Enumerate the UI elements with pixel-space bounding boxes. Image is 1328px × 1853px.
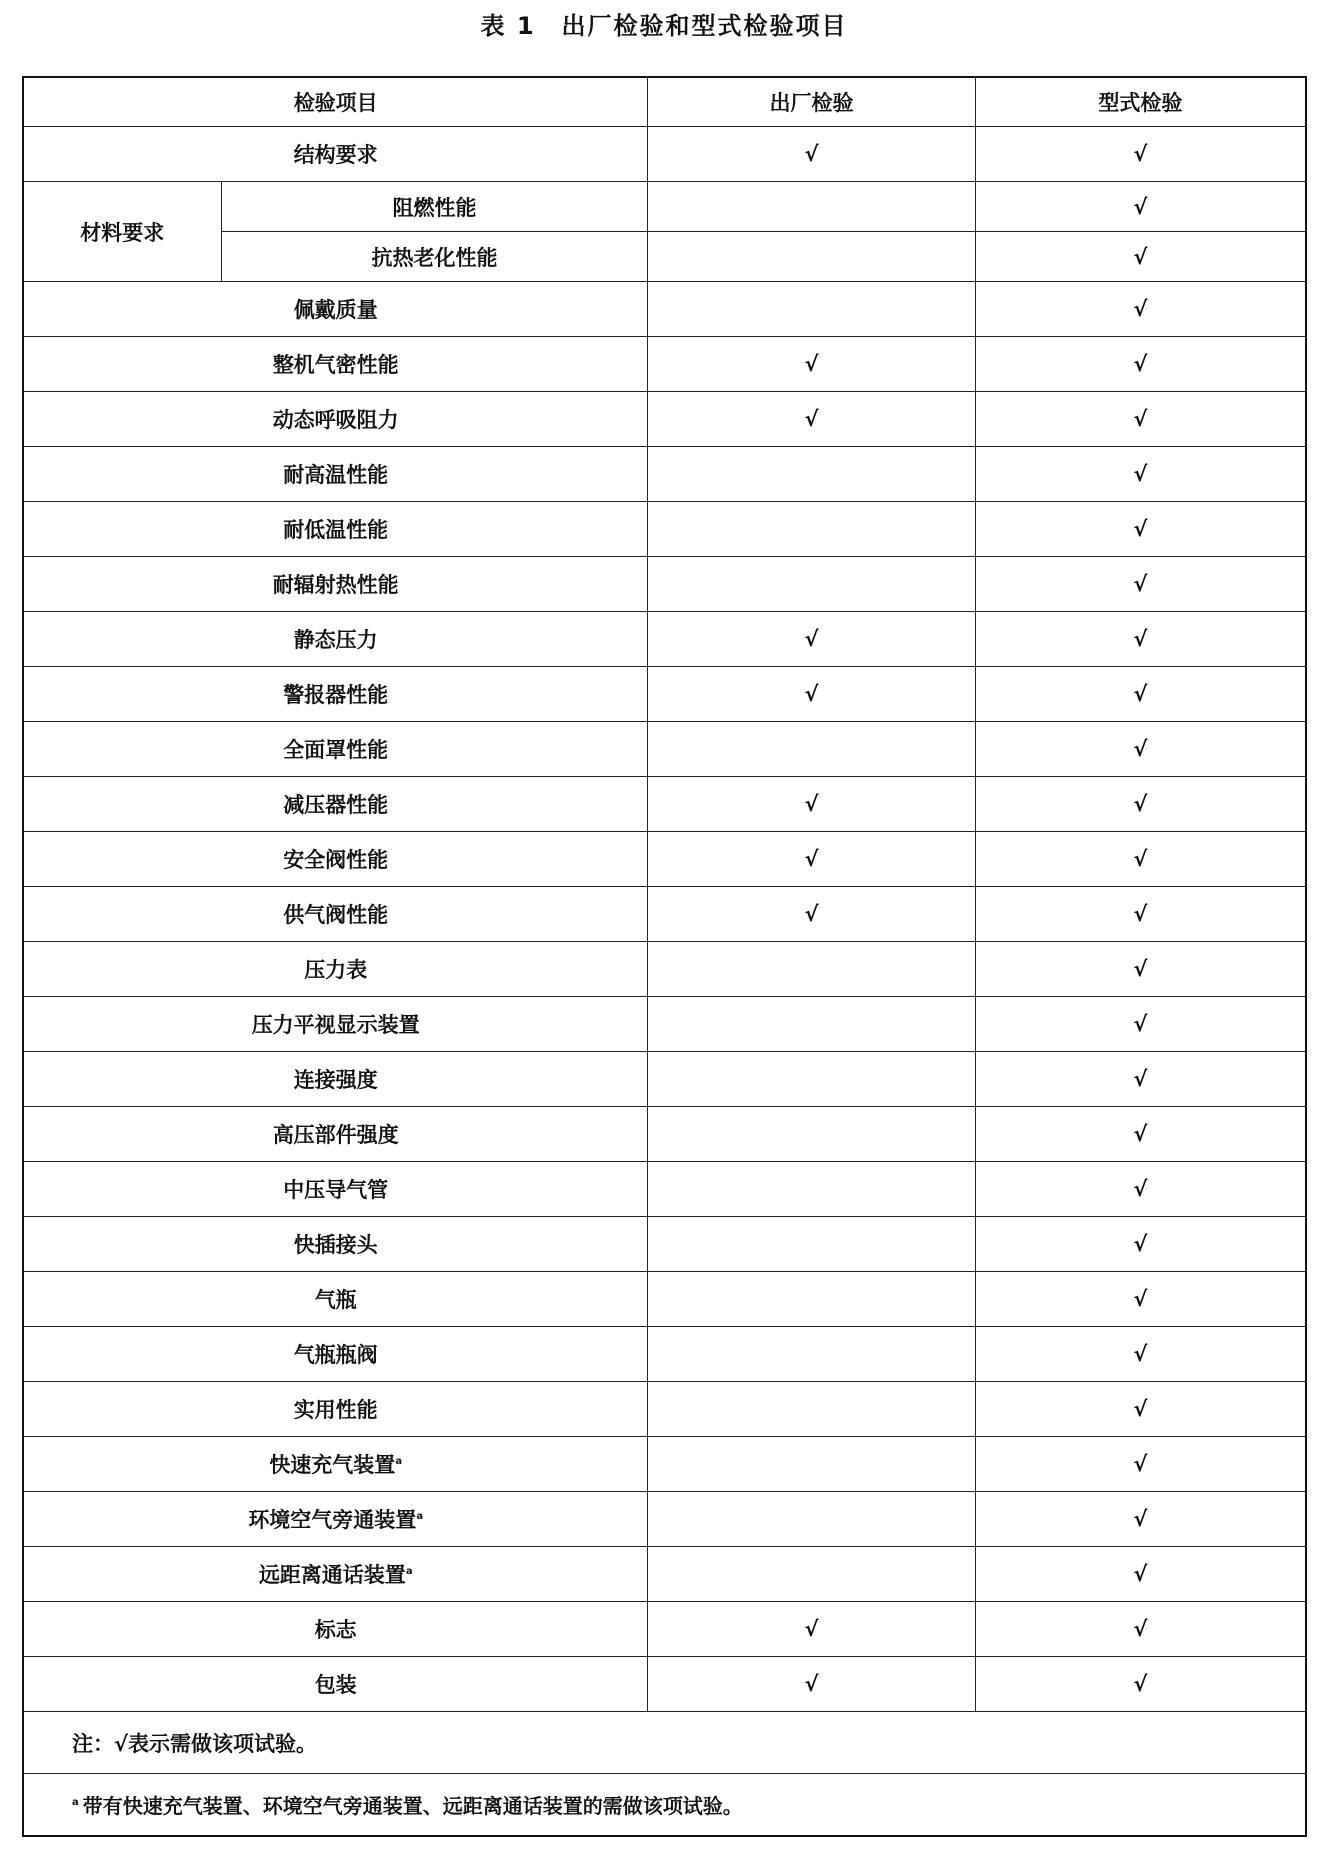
item-label-text: 气瓶 [314, 1288, 357, 1312]
item-label-text: 整机气密性能 [272, 353, 399, 377]
footnote-marker: a [395, 1456, 403, 1467]
item-label-text: 减压器性能 [283, 793, 389, 817]
item-label [23, 1217, 648, 1272]
table-row [23, 1382, 1306, 1437]
table-row [23, 1107, 1306, 1162]
item-label [23, 1547, 648, 1602]
table-row [23, 1162, 1306, 1217]
factory-check [648, 1547, 975, 1602]
item-label-text: 耐辐射热性能 [272, 573, 399, 597]
note-row [23, 1712, 1306, 1774]
factory-check: √ [648, 777, 975, 832]
type-check: √ [975, 1547, 1306, 1602]
type-check: √ [975, 1327, 1306, 1382]
type-check: √ [975, 392, 1306, 447]
table-row [23, 1272, 1306, 1327]
item-label-text: 全面罩性能 [283, 738, 389, 762]
item-label: 抗热老化性能 [221, 232, 648, 282]
item-label [23, 1492, 648, 1547]
table-row [23, 182, 1306, 232]
item-label-text: 压力平视显示装置 [251, 1013, 420, 1037]
factory-check: √ [648, 392, 975, 447]
factory-check [648, 1107, 975, 1162]
item-label-text: 包装 [314, 1673, 357, 1697]
item-label [23, 447, 648, 502]
type-check: √ [975, 942, 1306, 997]
table-row [23, 502, 1306, 557]
item-label [23, 722, 648, 777]
table-row [23, 1657, 1306, 1712]
type-check: √ [975, 282, 1306, 337]
item-label [23, 1272, 648, 1327]
type-check: √ [975, 1162, 1306, 1217]
item-label-text: 耐低温性能 [283, 518, 389, 542]
footnote-marker: a [72, 1797, 79, 1809]
footnote-marker: a [405, 1566, 413, 1577]
factory-check: √ [648, 667, 975, 722]
factory-check: √ [648, 832, 975, 887]
type-check: √ [975, 612, 1306, 667]
item-label-text: 警报器性能 [283, 683, 389, 707]
type-check: √ [975, 997, 1306, 1052]
item-label-text: 耐高温性能 [283, 463, 389, 487]
factory-check [648, 1052, 975, 1107]
table-row [23, 942, 1306, 997]
type-check: √ [975, 887, 1306, 942]
factory-check [648, 182, 975, 232]
item-label [23, 667, 648, 722]
item-label [23, 1602, 648, 1657]
table-row [23, 447, 1306, 502]
item-label-text: 快速充气装置 [269, 1453, 396, 1477]
factory-check [648, 1382, 975, 1437]
table-row [23, 777, 1306, 832]
table-row [23, 337, 1306, 392]
table-row [23, 1217, 1306, 1272]
factory-check [648, 722, 975, 777]
item-label-text: 动态呼吸阻力 [272, 408, 399, 432]
table-row [23, 887, 1306, 942]
table-title-text: 出厂检验和型式检验项目 [561, 12, 848, 40]
factory-check: √ [648, 127, 975, 182]
type-check: √ [975, 1657, 1306, 1712]
item-label-text: 静态压力 [293, 628, 378, 652]
item-label-text: 远距离通话装置 [258, 1563, 406, 1587]
item-label [23, 1107, 648, 1162]
table-row [23, 667, 1306, 722]
item-label-text: 连接强度 [293, 1068, 378, 1092]
factory-check [648, 447, 975, 502]
item-label-text: 供气阀性能 [283, 903, 389, 927]
footnote-marker: a [416, 1511, 424, 1522]
inspection-table [22, 76, 1307, 1837]
table-number: 表 1 [480, 12, 536, 40]
item-label [23, 1052, 648, 1107]
item-label [23, 777, 648, 832]
type-check: √ [975, 1492, 1306, 1547]
table-row [23, 127, 1306, 182]
type-check: √ [975, 722, 1306, 777]
material-group-label: 材料要求 [23, 182, 221, 282]
type-check: √ [975, 1272, 1306, 1327]
item-label-text: 标志 [314, 1618, 357, 1642]
table-row [23, 1327, 1306, 1382]
factory-check [648, 942, 975, 997]
factory-check: √ [648, 1602, 975, 1657]
item-label [23, 832, 648, 887]
footnote-row [23, 1774, 1306, 1836]
item-label [23, 1327, 648, 1382]
factory-check [648, 1327, 975, 1382]
item-label-text: 环境空气旁通装置 [248, 1508, 417, 1532]
item-label [23, 502, 648, 557]
type-check: √ [975, 1052, 1306, 1107]
table-row [23, 722, 1306, 777]
item-label [23, 942, 648, 997]
table-row [23, 997, 1306, 1052]
factory-check [648, 557, 975, 612]
table-body [23, 127, 1306, 1712]
item-label-text: 气瓶瓶阀 [293, 1343, 378, 1367]
factory-check: √ [648, 1657, 975, 1712]
item-label [23, 1162, 648, 1217]
item-label [23, 337, 648, 392]
header-row [23, 77, 1306, 127]
factory-check [648, 232, 975, 282]
factory-check [648, 1492, 975, 1547]
factory-check [648, 1162, 975, 1217]
footnote-a [23, 1774, 1306, 1836]
type-check: √ [975, 1382, 1306, 1437]
type-check: √ [975, 232, 1306, 282]
note-check-meaning: 注：√表示需做该项试验。 [23, 1712, 1306, 1774]
item-label-text: 佩戴质量 [293, 298, 378, 322]
item-label [23, 612, 648, 667]
item-label [23, 1657, 648, 1712]
type-check: √ [975, 1107, 1306, 1162]
item-label-text: 压力表 [304, 958, 368, 982]
item-label-text: 结构要求 [293, 143, 378, 167]
item-label: 阻燃性能 [221, 182, 648, 232]
table-row [23, 282, 1306, 337]
factory-check [648, 997, 975, 1052]
item-label [23, 887, 648, 942]
type-check: √ [975, 447, 1306, 502]
item-label [23, 127, 648, 182]
type-check: √ [975, 502, 1306, 557]
item-label [23, 1437, 648, 1492]
table-row [23, 1547, 1306, 1602]
type-check: √ [975, 777, 1306, 832]
table-row [23, 1052, 1306, 1107]
item-label [23, 282, 648, 337]
type-check: √ [975, 1217, 1306, 1272]
factory-check [648, 502, 975, 557]
factory-check [648, 1272, 975, 1327]
item-label-text: 安全阀性能 [283, 848, 389, 872]
item-label [23, 1382, 648, 1437]
item-label [23, 557, 648, 612]
item-label-text: 中压导气管 [283, 1178, 389, 1202]
header-type: 型式检验 [975, 77, 1306, 127]
factory-check [648, 1217, 975, 1272]
header-item: 检验项目 [23, 77, 648, 127]
type-check: √ [975, 1602, 1306, 1657]
factory-check: √ [648, 612, 975, 667]
table-row [23, 612, 1306, 667]
type-check: √ [975, 557, 1306, 612]
table-row [23, 1437, 1306, 1492]
item-label [23, 392, 648, 447]
type-check: √ [975, 127, 1306, 182]
table-row [23, 832, 1306, 887]
header-factory: 出厂检验 [648, 77, 975, 127]
item-label-text: 快插接头 [293, 1233, 378, 1257]
table-row [23, 557, 1306, 612]
factory-check: √ [648, 337, 975, 392]
factory-check [648, 1437, 975, 1492]
table-row [23, 392, 1306, 447]
type-check: √ [975, 667, 1306, 722]
table-row [23, 1602, 1306, 1657]
table-title [0, 6, 1328, 46]
item-label-text: 高压部件强度 [272, 1123, 399, 1147]
item-label [23, 997, 648, 1052]
type-check: √ [975, 182, 1306, 232]
item-label-text: 实用性能 [293, 1398, 378, 1422]
type-check: √ [975, 832, 1306, 887]
type-check: √ [975, 337, 1306, 392]
type-check: √ [975, 1437, 1306, 1492]
factory-check [648, 282, 975, 337]
table-row [23, 1492, 1306, 1547]
footnote-text: 带有快速充气装置、环境空气旁通装置、远距离通话装置的需做该项试验。 [82, 1793, 743, 1818]
factory-check: √ [648, 887, 975, 942]
